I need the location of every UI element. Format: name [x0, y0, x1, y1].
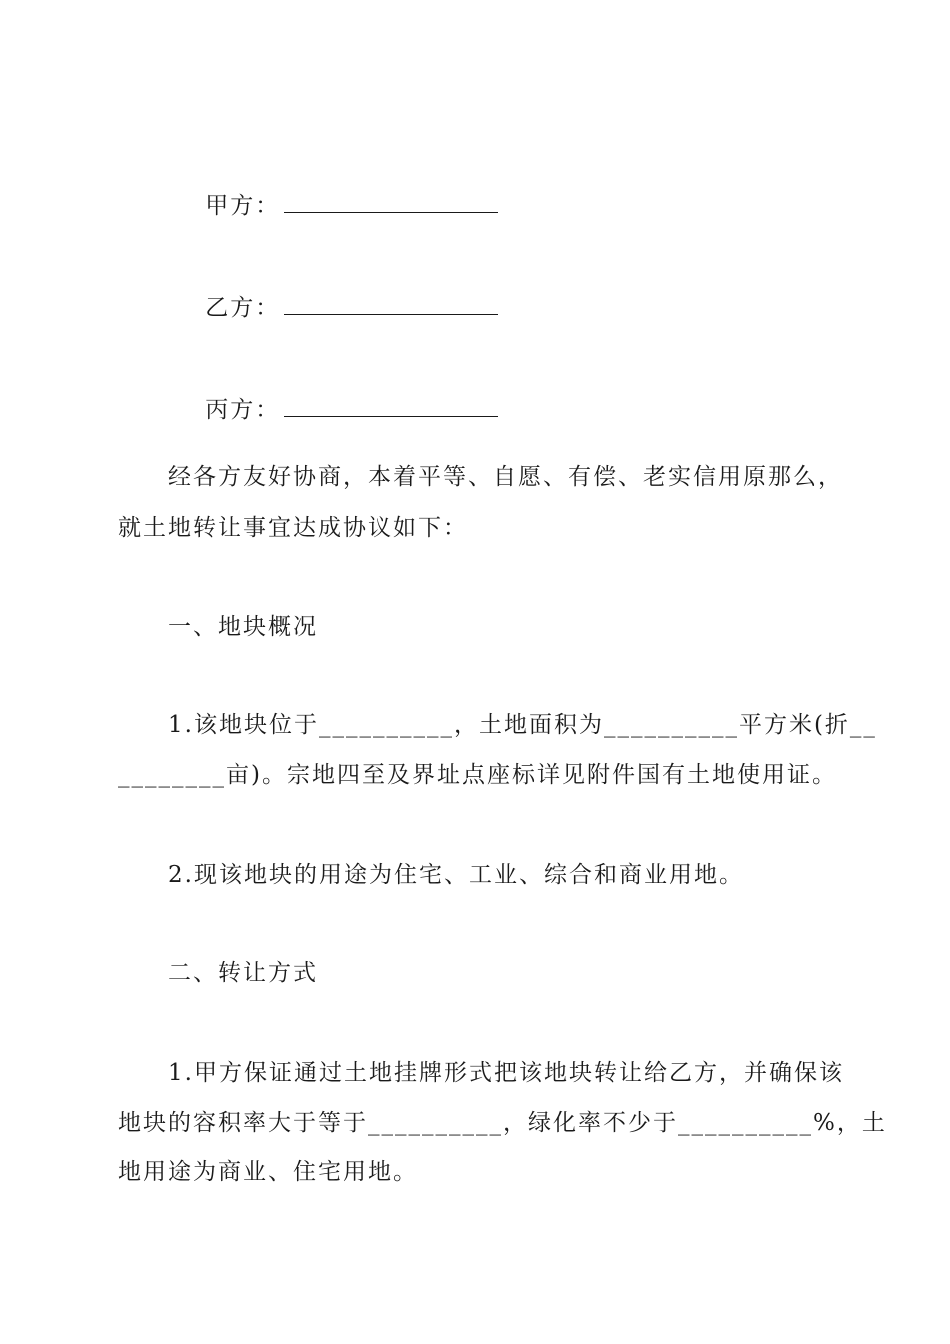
- party-c-label: 丙方：: [205, 397, 281, 423]
- party-a-blank: [284, 190, 498, 213]
- section-2-item-1-line-3: 地用途为商业、住宅用地。: [118, 1159, 418, 1185]
- party-a-label: 甲方：: [205, 193, 281, 219]
- section-2-heading: 二、转让方式: [168, 960, 318, 986]
- section-1-item-1-line-1: 1.该地块位于__________，土地面积为__________平方米(折__: [168, 712, 877, 738]
- preamble-line-1: 经各方友好协商，本着平等、自愿、有偿、老实信用原那么，: [168, 464, 843, 490]
- section-2-item-1-line-1: 1.甲方保证通过土地挂牌形式把该地块转让给乙方，并确保该: [168, 1060, 844, 1086]
- party-c-blank: [284, 394, 498, 417]
- section-1-heading: 一、地块概况: [168, 614, 318, 640]
- party-a-row: [168, 160, 498, 251]
- section-1-item-1-line-2: ________亩)。宗地四至及界址点座标详见附件国有土地使用证。: [118, 762, 837, 788]
- preamble-line-2: 就土地转让事宜达成协议如下：: [118, 515, 468, 541]
- section-2-item-1-line-2: 地块的容积率大于等于__________，绿化率不少于__________%，土: [118, 1110, 887, 1136]
- party-b-blank: [284, 292, 498, 315]
- section-1-item-2: 2.现该地块的用途为住宅、工业、综合和商业用地。: [168, 862, 744, 888]
- party-b-row: [168, 262, 498, 353]
- party-b-label: 乙方：: [205, 295, 281, 321]
- party-c-row: [168, 364, 498, 455]
